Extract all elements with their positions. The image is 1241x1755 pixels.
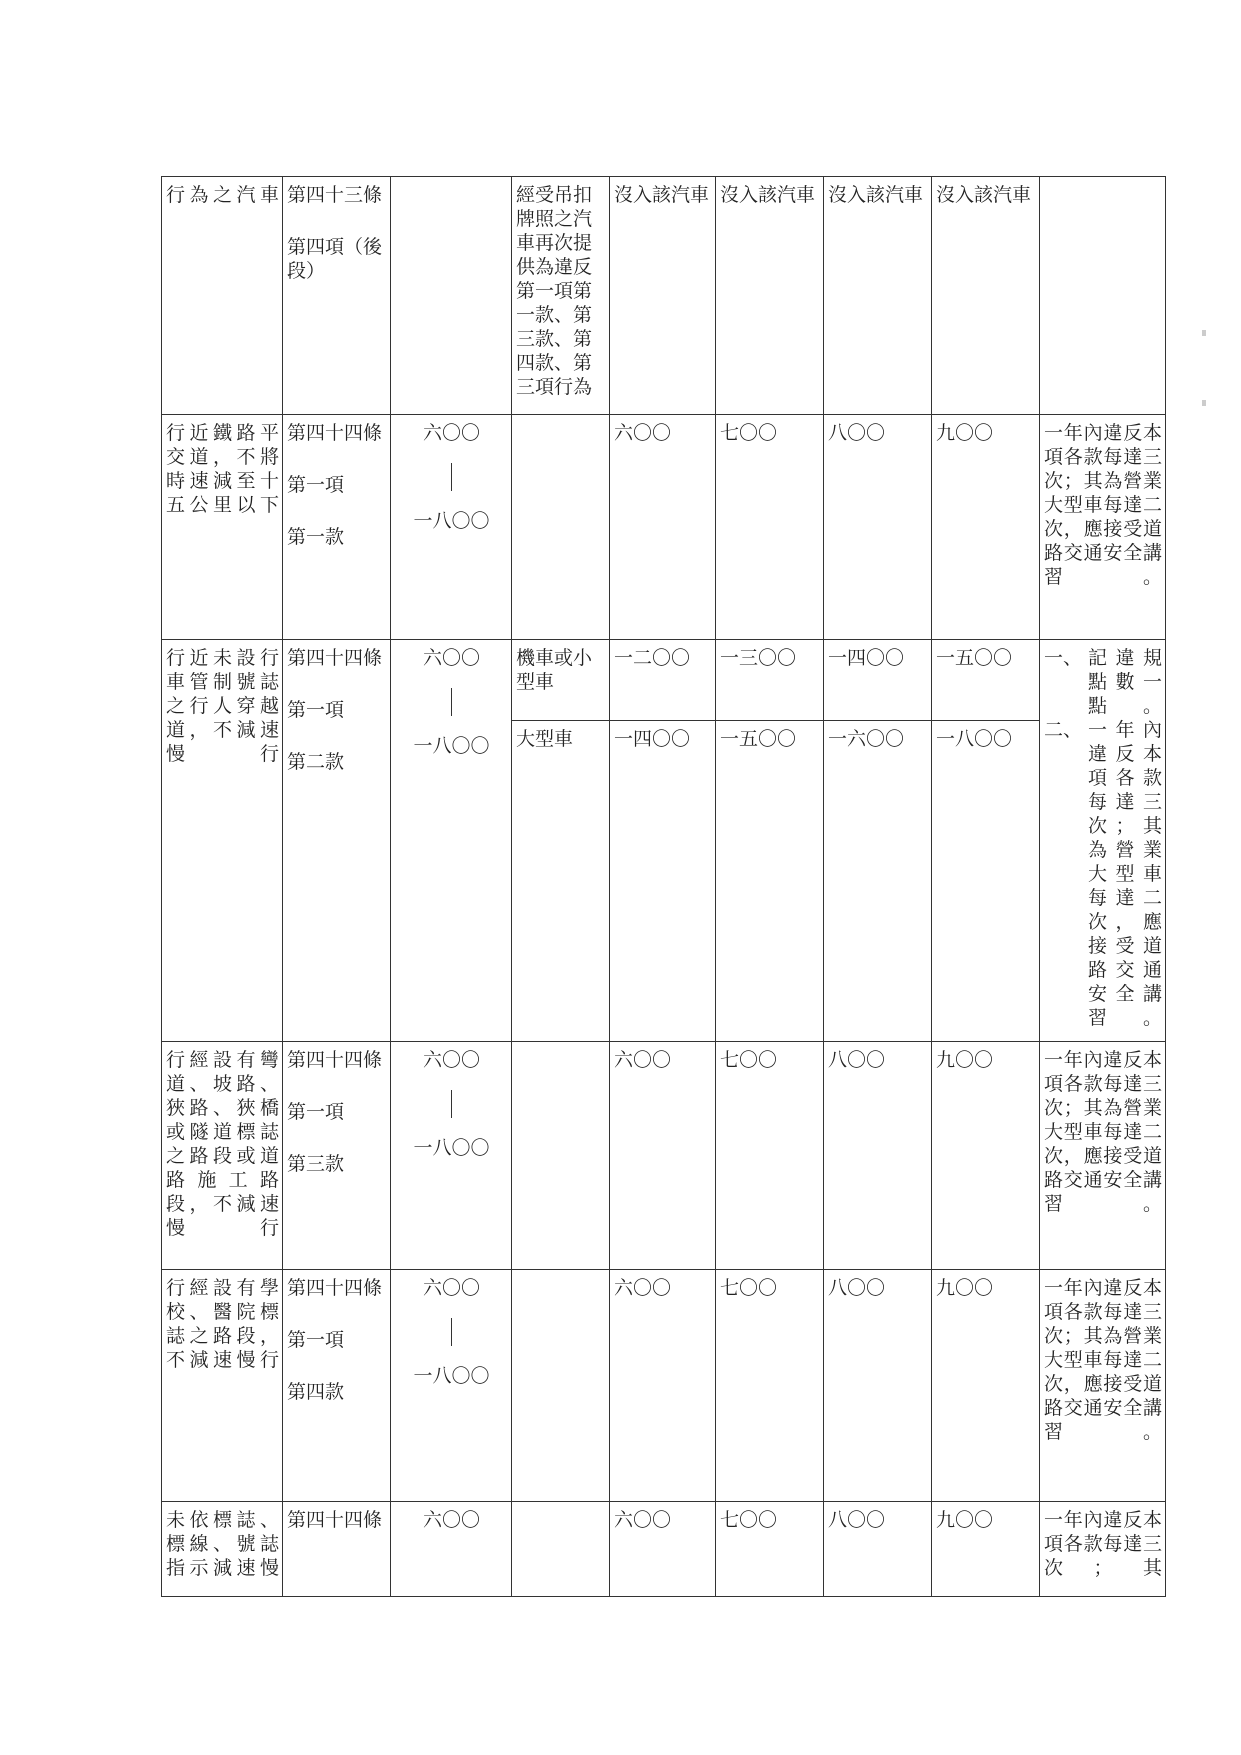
fine-value: 一四〇〇 <box>828 647 905 669</box>
article-text: 第四十四條 <box>287 1049 383 1071</box>
item-text: 第一項 <box>287 1329 345 1351</box>
cell-fine-range <box>391 1270 512 1502</box>
fine-value: 八〇〇 <box>828 1049 886 1071</box>
gap <box>287 1124 387 1152</box>
cell-vehicle <box>512 415 610 640</box>
table-row <box>162 1502 1166 1597</box>
behavior-text: 未依標誌、標線、號誌指示減速慢 <box>166 1509 279 1579</box>
cell-fine-f2 <box>716 1502 824 1597</box>
table-row <box>162 1270 1166 1502</box>
cell-fine-f1 <box>610 415 716 640</box>
cell-fine-range <box>391 640 512 1042</box>
cell-fine-range <box>391 415 512 640</box>
cell-vehicle <box>512 1502 610 1597</box>
cell-vehicle <box>512 1270 610 1502</box>
article-text: 第四十四條 <box>287 1509 383 1531</box>
scan-mark <box>1202 400 1206 406</box>
fine-range-low: 六〇〇 <box>422 1049 480 1071</box>
cell-fine-f2 <box>716 177 824 415</box>
fine-value: 九〇〇 <box>936 1509 994 1531</box>
cell-remark <box>1040 640 1166 1042</box>
fine-value: 沒入該汽車 <box>720 184 816 206</box>
cell-remark <box>1040 1042 1166 1270</box>
cell-article <box>283 1042 391 1270</box>
fine-value: 一六〇〇 <box>824 720 931 751</box>
fine-value: 八〇〇 <box>828 1509 886 1531</box>
cell-behavior <box>162 1042 283 1270</box>
fine-value: 一五〇〇 <box>716 720 823 751</box>
cell-fine-f4 <box>932 177 1040 415</box>
remark-text: 一年內違反本項各款每達三次；其為營業大型車每達二次，應接受道路交通安全講習。 <box>1044 422 1162 588</box>
article-text: 第四十四條 <box>287 647 383 669</box>
item-text: 第一項 <box>287 1101 345 1123</box>
article-text: 第四十四條 <box>287 422 383 444</box>
table-row <box>162 1042 1166 1270</box>
fine-range-high: 一八〇〇 <box>413 510 490 532</box>
fine-range-high: 一八〇〇 <box>413 1137 490 1159</box>
fine-value: 七〇〇 <box>720 1049 778 1071</box>
fine-value: 七〇〇 <box>720 422 778 444</box>
fine-value: 沒入該汽車 <box>828 184 924 206</box>
fine-value: 一五〇〇 <box>936 647 1013 669</box>
cell-article <box>283 415 391 640</box>
cell-fine-f1 <box>610 1042 716 1270</box>
gap <box>287 1300 387 1328</box>
fine-range-low: 六〇〇 <box>422 1277 480 1299</box>
cell-behavior <box>162 1270 283 1502</box>
fine-range-dash <box>451 463 453 491</box>
cell-behavior <box>162 640 283 1042</box>
remark-list-item <box>1044 718 1162 1030</box>
behavior-text: 行經設有學校、醫院標誌之路段，不減速慢行 <box>166 1277 279 1371</box>
article-text: 第四十三條 <box>287 184 383 206</box>
cell-fine-f4 <box>932 1270 1040 1502</box>
cell-fine-f3 <box>824 1502 932 1597</box>
cell-fine-f3 <box>824 1270 932 1502</box>
item-text: 第二款 <box>287 751 345 773</box>
gap <box>287 1072 387 1100</box>
remark-text: 記違規點數一點。 <box>1088 647 1162 717</box>
cell-fine-f2 <box>716 1270 824 1502</box>
cell-behavior <box>162 177 283 415</box>
item-text: 第三款 <box>287 1153 345 1175</box>
table-row <box>162 177 1166 415</box>
gap <box>287 207 387 235</box>
behavior-text: 行近未設行車管制號誌之行人穿越道，不減速慢行 <box>166 647 279 765</box>
fine-range-dash <box>451 688 453 716</box>
cell-fine-range <box>391 177 512 415</box>
fine-range-high: 一八〇〇 <box>413 1365 490 1387</box>
fine-range-low: 六〇〇 <box>422 1509 480 1531</box>
cell-fine-f2 <box>716 415 824 640</box>
fine-value: 七〇〇 <box>720 1277 778 1299</box>
fine-range-high: 一八〇〇 <box>413 735 490 757</box>
fine-value: 一三〇〇 <box>720 647 797 669</box>
cell-behavior <box>162 415 283 640</box>
vehicle-text: 大型車 <box>512 720 609 751</box>
fine-value: 八〇〇 <box>828 1277 886 1299</box>
cell-fine-f3 <box>824 1042 932 1270</box>
fine-range-dash <box>451 1318 453 1346</box>
cell-fine-f1 <box>610 1502 716 1597</box>
cell-fine-f3 <box>824 177 932 415</box>
cell-fine-range <box>391 1042 512 1270</box>
fine-value: 六〇〇 <box>614 1509 672 1531</box>
cell-article <box>283 1502 391 1597</box>
cell-fine-f1 <box>610 640 716 1042</box>
remark-text: 一年內違反本項各款每達三次；其 <box>1044 1509 1162 1579</box>
remark-text: 一年內違反本項各款每達三次；其為營業大型車每達二次，應接受道路交通安全講習。 <box>1044 1277 1162 1443</box>
fine-range-low: 六〇〇 <box>422 422 480 444</box>
fine-value: 六〇〇 <box>614 1049 672 1071</box>
fine-value: 沒入該汽車 <box>936 184 1032 206</box>
gap <box>287 722 387 750</box>
gap <box>287 497 387 525</box>
fine-value: 一四〇〇 <box>610 720 715 751</box>
gap <box>287 445 387 473</box>
cell-fine-f4 <box>932 1042 1040 1270</box>
cell-fine-f3 <box>824 640 932 1042</box>
item-text: 第一項 <box>287 474 345 496</box>
cell-remark <box>1040 1270 1166 1502</box>
cell-remark <box>1040 1502 1166 1597</box>
cell-fine-f1 <box>610 177 716 415</box>
fine-value: 一八〇〇 <box>932 720 1039 751</box>
item-text: 第一款 <box>287 526 345 548</box>
cell-fine-f2 <box>716 1042 824 1270</box>
remark-num: 二、 <box>1044 719 1083 741</box>
fine-value: 六〇〇 <box>614 1277 672 1299</box>
cell-behavior <box>162 1502 283 1597</box>
table-row <box>162 415 1166 640</box>
cell-vehicle <box>512 640 610 1042</box>
item-text: 第一項 <box>287 699 345 721</box>
scan-mark <box>1202 330 1206 336</box>
remark-num: 一、 <box>1044 647 1083 669</box>
behavior-text: 行經設有彎道、坡路、狹路、狹橋或隧道標誌之路段或道路施工路段，不減速慢行 <box>166 1049 279 1239</box>
fine-value: 沒入該汽車 <box>614 184 710 206</box>
table-row <box>162 640 1166 1042</box>
fine-range-dash <box>451 1090 453 1118</box>
item-text: 第四款 <box>287 1381 345 1403</box>
cell-remark <box>1040 177 1166 415</box>
fine-value: 一二〇〇 <box>614 647 691 669</box>
cell-fine-f4 <box>932 415 1040 640</box>
gap <box>287 670 387 698</box>
fine-value: 九〇〇 <box>936 1049 994 1071</box>
gap <box>287 1352 387 1380</box>
fine-value: 九〇〇 <box>936 422 994 444</box>
cell-vehicle <box>512 1042 610 1270</box>
remark-list-item <box>1044 646 1162 718</box>
remark-text: 一年內違反本項各款每達三次；其為營業大型車每達二次，應接受道路交通安全講習。 <box>1044 1049 1162 1215</box>
cell-article <box>283 177 391 415</box>
cell-article <box>283 1270 391 1502</box>
cell-remark <box>1040 415 1166 640</box>
fine-value: 八〇〇 <box>828 422 886 444</box>
fine-range-low: 六〇〇 <box>422 647 480 669</box>
fine-table <box>161 176 1166 1597</box>
cell-fine-f2 <box>716 640 824 1042</box>
cell-fine-f3 <box>824 415 932 640</box>
fine-value: 七〇〇 <box>720 1509 778 1531</box>
remark-text: 一年內違反本項各款每達三次；其為營業大型車每達二次，應接受道路交通安全講習。 <box>1088 719 1162 1029</box>
fine-value: 六〇〇 <box>614 422 672 444</box>
item-text: 第四項（後段） <box>287 236 383 282</box>
table-body <box>162 177 1166 1597</box>
cell-fine-range <box>391 1502 512 1597</box>
behavior-text: 行近鐵路平交道，不將時速減至十五公里以下 <box>166 422 279 516</box>
fine-value: 九〇〇 <box>936 1277 994 1299</box>
cell-vehicle <box>512 177 610 415</box>
vehicle-text: 經受吊扣牌照之汽車再次提供為違反第一項第一款、第三款、第四款、第三項行為 <box>516 184 593 398</box>
article-text: 第四十四條 <box>287 1277 383 1299</box>
behavior-text: 行為之汽車 <box>166 184 279 206</box>
cell-fine-f4 <box>932 640 1040 1042</box>
cell-fine-f4 <box>932 1502 1040 1597</box>
cell-article <box>283 640 391 1042</box>
vehicle-text: 機車或小型車 <box>516 647 593 693</box>
cell-fine-f1 <box>610 1270 716 1502</box>
